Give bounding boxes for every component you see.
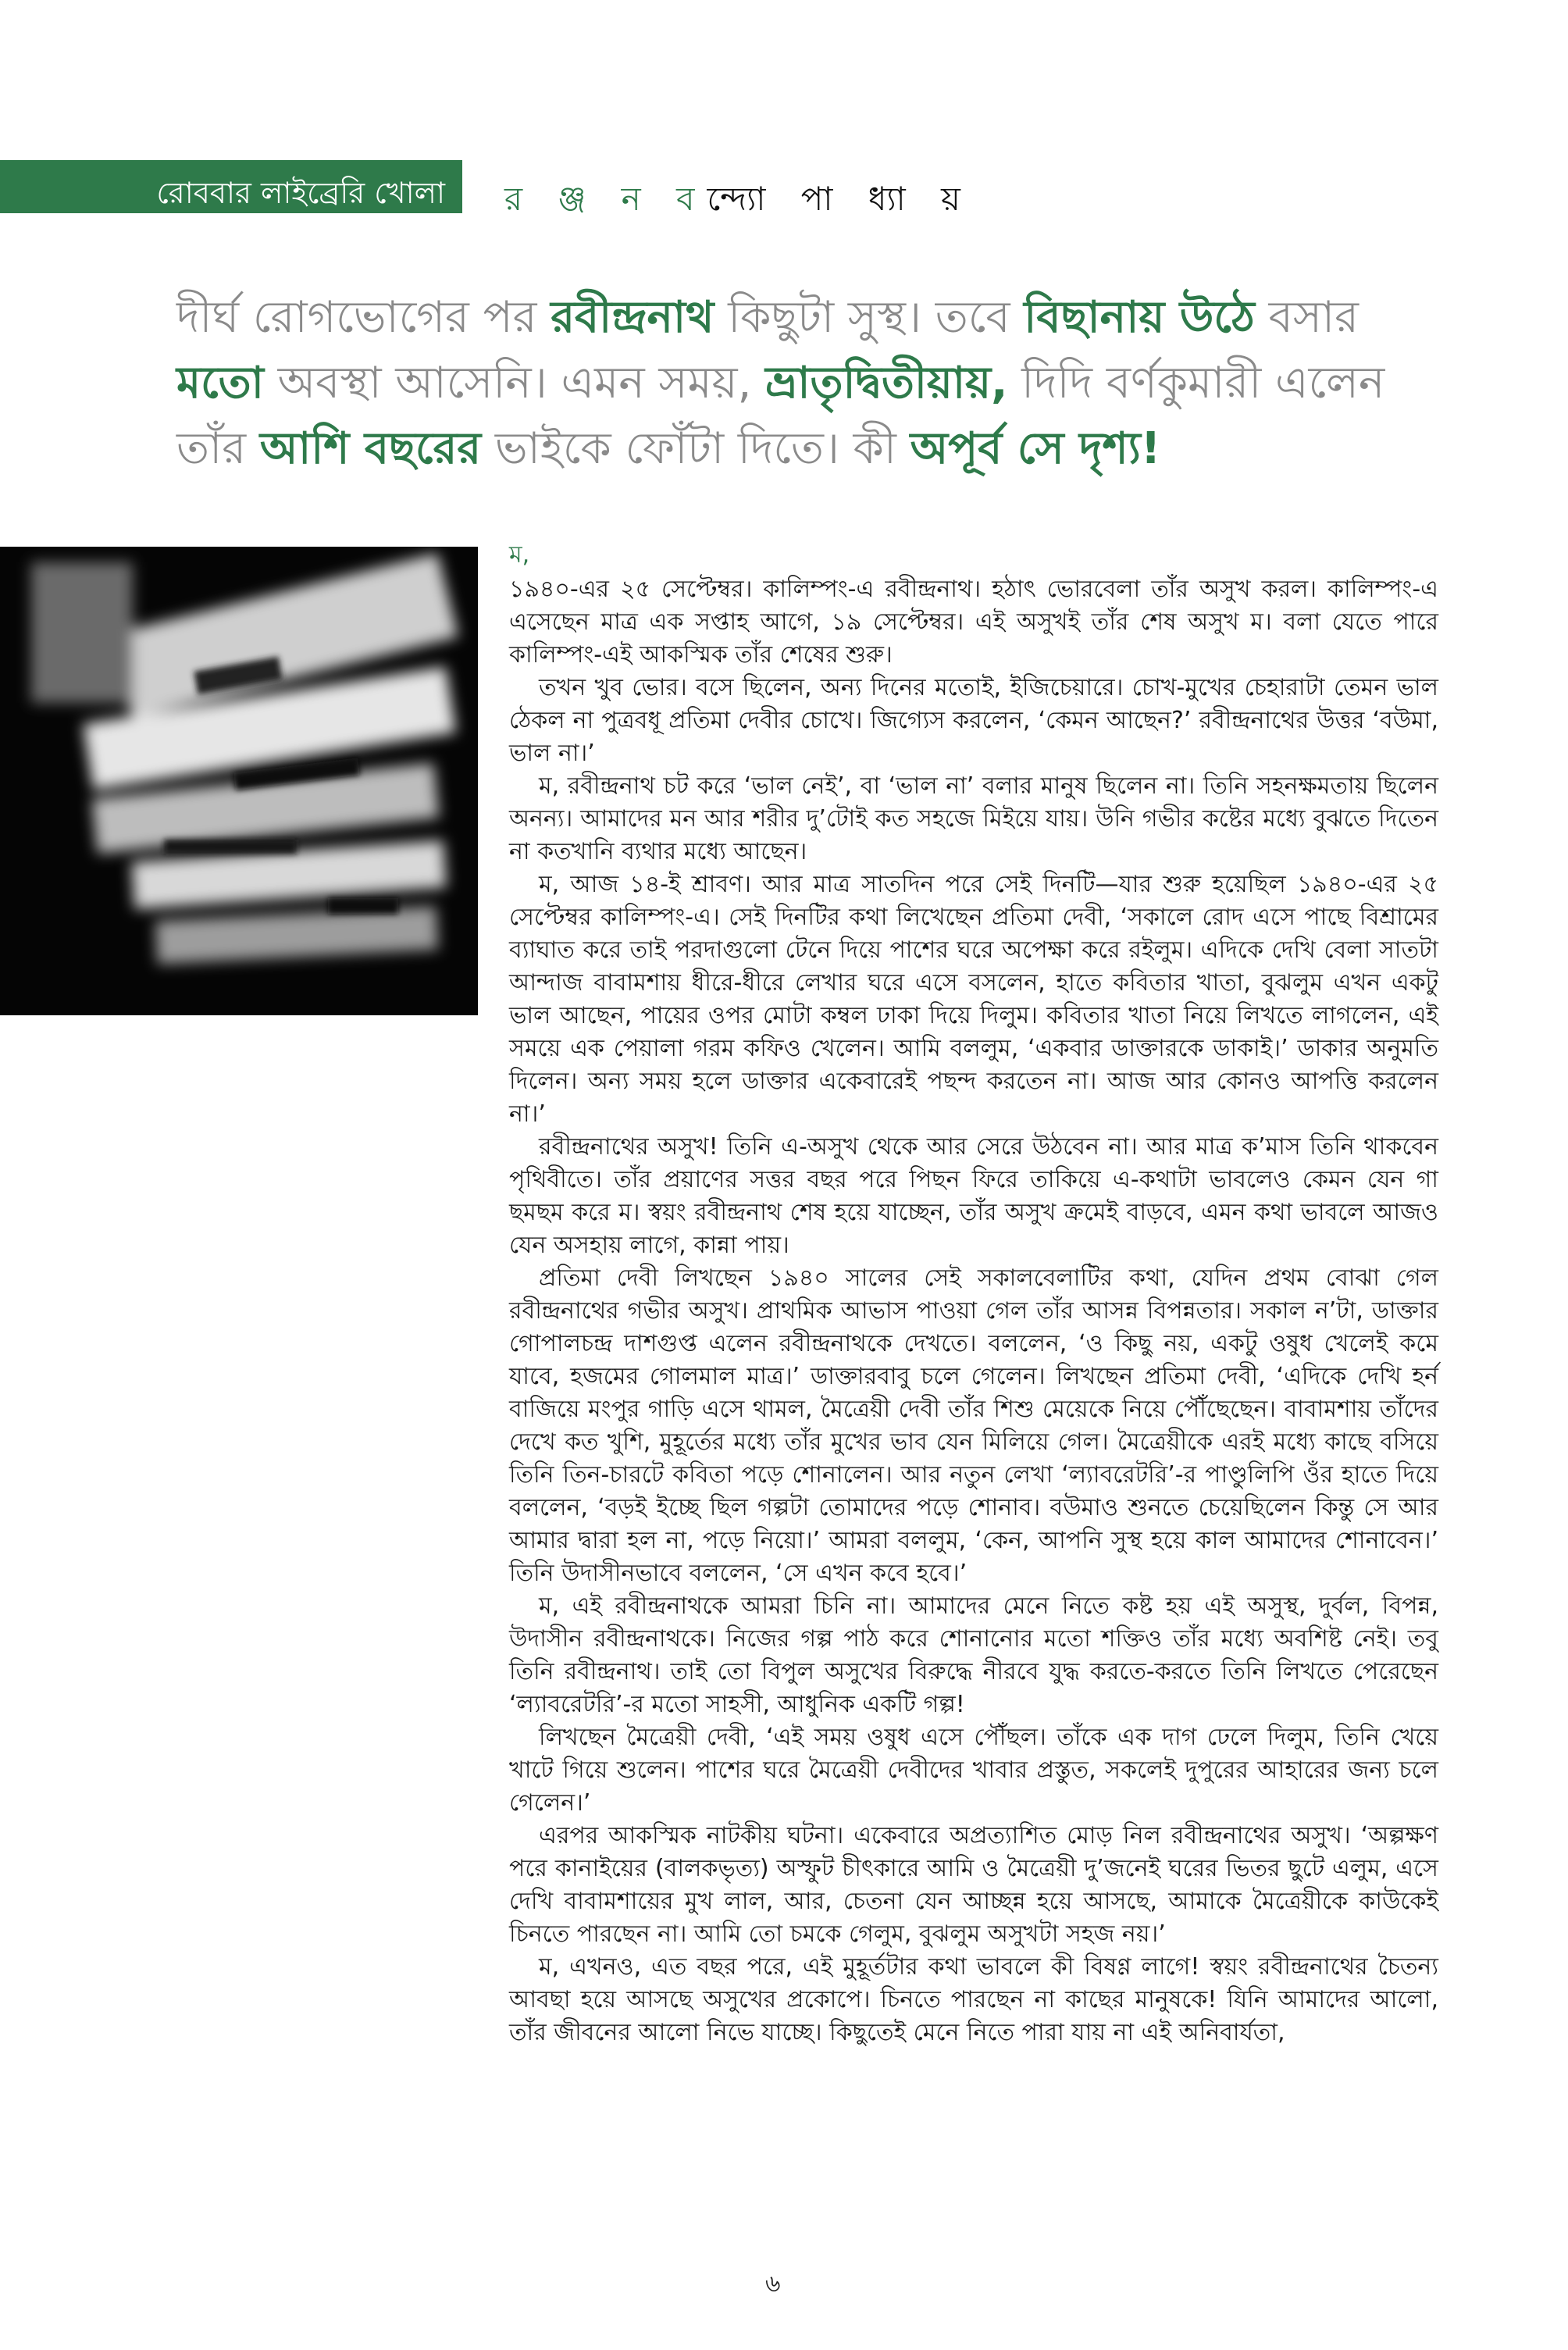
pull-quote-highlight: অপূর্ব সে দৃশ্য! — [910, 423, 1161, 474]
article-paragraph: এরপর আকস্মিক নাটকীয় ঘটনা। একেবারে অপ্রত্যাশিত মোড় নিল রবীন্দ্রনাথের অসুখ। ‘অল্পক্ষণ পরে কানাইয়ের (বালকভৃত্য) অস্ফুট চীৎকারে আমি ও মৈত্রেয়ী দু’জনেই ঘরের ভিতর ছুটে এলুম, এসে দেখি বাবামশায়ের মুখ লাল, আর, চেতনা যেন আচ্ছন্ন হয়ে আসছে, আমাকে মৈত্রেয়ীকে কাউকেই চিনতে পারছেন না। আমি তো চমকে গেলুম, বুঝলুম অসুখটা সহজ নয়।’ — [509, 1822, 1438, 1948]
pull-quote-highlight: ভ্রাতৃদ্বিতীয়ায়, — [765, 358, 1008, 408]
photo — [0, 547, 478, 1015]
article-salutation: ম, — [509, 541, 530, 569]
article-paragraph: ম, আজ ১৪-ই শ্রাবণ। আর মাত্র সাতদিন পরে সেই দিনটি—যার শুরু হয়েছিল ১৯৪০-এর ২৫ সেপ্টেম্বর কালিম্পং-এ। সেই দিনটির কথা লিখেছেন প্রতিমা দেবী, ‘সকালে রোদ এসে পাছে বিশ্রামের ব্যাঘাত করে তাই পরদাগুলো টেনে দিয়ে পাশের ঘরে অপেক্ষা করে রইলুম। এদিকে দেখি বেলা সাতটা আন্দাজ বাবামশায় ধীরে-ধীরে লেখার ঘরে এসে বসলেন, হাতে কবিতার খাতা, বুঝলুম এখন একটু ভাল আছেন, পায়ের ওপর মোটা কম্বল ঢাকা দিয়ে দিলুম। কবিতার খাতা নিয়ে লিখতে লাগলেন, এই সময়ে এক পেয়ালা গরম কফিও খেলেন। আমি বললুম, ‘একবার ডাক্তারকে ডাকাই।’ ডাকার অনুমতি দিলেন। অন্য সময় হলে ডাক্তার একেবারেই পছন্দ করতেন না। আজ আর কোনও আপত্তি করলেন না।’ — [509, 871, 1438, 1128]
article-paragraph: ম, এই রবীন্দ্রনাথকে আমরা চিনি না। আমাদের মেনে নিতে কষ্ট হয় এই অসুস্থ, দুর্বল, বিপন্ন, উদাসীন রবীন্দ্রনাথকে। নিজের গল্প পাঠ করে শোনানোর মতো শক্তিও তাঁর মধ্যে অবশিষ্ট নেই। তবু তিনি রবীন্দ্রনাথ। তাই তো বিপুল অসুখের বিরুদ্ধে নীরবে যুদ্ধ করতে-করতে তিনি লিখতে পেরেছেন ‘ল্যাবরেটরি’-র মতো সাহসী, আধুনিক একটি গল্প! — [509, 1592, 1438, 1718]
pull-quote-text: অবস্থা আসেনি। এমন সময়, — [263, 358, 766, 408]
photo-image — [0, 547, 478, 1015]
pull-quote-highlight: মতো — [176, 358, 264, 408]
pull-quote-text: কিছুটা সুস্থ। তবে — [714, 292, 1025, 343]
article-paragraph: তখন খুব ভোর। বসে ছিলেন, অন্য দিনের মতোই, ইজিচেয়ারে। চোখ-মুখের চেহারাটা তেমন ভাল ঠেকল না পুত্রবধূ প্রতিমা দেবীর চোখে। জিগ্যেস করলেন, ‘কেমন আছেন?’ রবীন্দ্রনাথের উত্তর ‘বউমা, ভাল না।’ — [509, 674, 1438, 767]
pull-quote-text: দিদি বর্ণকুমারী এলেন তাঁর — [176, 358, 1385, 474]
article-paragraph: রবীন্দ্রনাথের অসুখ! তিনি এ-অসুখ থেকে আর সেরে উঠবেন না। আর মাত্র ক’মাস তিনি থাকবেন পৃথিবীতে। তাঁর প্রয়াণের সত্তর বছর পরে পিছন ফিরে তাকিয়ে এ-কথাটা ভাবলেও কেমন যেন গা ছমছম করে ম। স্বয়ং রবীন্দ্রনাথ শেষ হয়ে যাচ্ছেন, তাঁর অসুখ ক্রমেই বাড়বে, এমন কথা ভাবলে আজও যেন অসহায় লাগে, কান্না পায়। — [509, 1133, 1438, 1259]
article-paragraph: ম, রবীন্দ্রনাথ চট করে ‘ভাল নেই’, বা ‘ভাল না’ বলার মানুষ ছিলেন না। তিনি সহনক্ষমতায় ছিলেন অনন্য। আমাদের মন আর শরীর দু’টোই কত সহজে মিইয়ে যায়। উনি গভীর কষ্টের মধ্যে বুঝতে দিতেন না কতখানি ব্যথার মধ্যে আছেন। — [509, 772, 1438, 865]
author-last-initial: ব — [676, 180, 707, 218]
author-name — [504, 173, 973, 229]
article-paragraph: ১৯৪০-এর ২৫ সেপ্টেম্বর। কালিম্পং-এ রবীন্দ্রনাথ। হঠাৎ ভোরবেলা তাঁর অসুখ করল। কালিম্পং-এ এসেছেন মাত্র এক সপ্তাহ আগে, ১৯ সেপ্টেম্বর। এই অসুখই তাঁর শেষ অসুখ ম। বলা যেতে পারে কালিম্পং-এই আকস্মিক তাঁর শেষের শুরু। — [509, 576, 1438, 669]
article-paragraph: লিখছেন মৈত্রেয়ী দেবী, ‘এই সময় ওষুধ এসে পৌঁছল। তাঁকে এক দাগ ঢেলে দিলুম, তিনি খেয়ে খাটে গিয়ে শুলেন। পাশের ঘরে মৈত্রেয়ী দেবীদের খাবার প্রস্তুত, সকলেই দুপুরের আহারের জন্য চলে গেলেন।’ — [509, 1724, 1438, 1817]
page-number: ৬ — [765, 2270, 781, 2298]
section-label-text: রোববার লাইব্রেরি খোলা — [156, 176, 445, 210]
pull-quote-text: দীর্ঘ রোগভোগের পর — [176, 292, 551, 343]
pull-quote-highlight: বিছানায় উঠে — [1024, 292, 1255, 343]
pull-quote-highlight: আশি বছরের — [259, 423, 482, 474]
pull-quote-text: ভাইকে ফোঁটা দিতে। কী — [481, 423, 911, 474]
pull-quote-text: বসার — [1254, 292, 1359, 343]
article-paragraph: ম, এখনও, এত বছর পরে, এই মুহূর্তটার কথা ভাবলে কী বিষণ্ণ লাগে! স্বয়ং রবীন্দ্রনাথের চৈতন্য আবছা হয়ে আসছে অসুখের প্রকোপে। চিনতে পারছেন না কাছের মানুষকে! যিনি আমাদের আলো, তাঁর জীবনের আলো নিভে যাচ্ছে। কিছুতেই মেনে নিতে পারা যায় না এই অনিবার্যতা, — [509, 1953, 1438, 2046]
author-first-name: র ঞ্জ ন — [504, 180, 654, 218]
pull-quote — [176, 285, 1441, 482]
author-last-rest: ন্দ্যো পা ধ্যা য় — [707, 180, 973, 218]
section-label — [0, 160, 462, 213]
article-paragraph: প্রতিমা দেবী লিখছেন ১৯৪০ সালের সেই সকালবেলাটির কথা, যেদিন প্রথম বোঝা গেল রবীন্দ্রনাথের গভীর অসুখ। প্রাথমিক আভাস পাওয়া গেল তাঁর আসন্ন বিপন্নতার। সকাল ন’টা, ডাক্তার গোপালচন্দ্র দাশগুপ্ত এলেন রবীন্দ্রনাথকে দেখতে। বললেন, ‘ও কিছু নয়, একটু ওষুধ খেলেই কমে যাবে, হজমের গোলমাল মাত্র।’ ডাক্তারবাবু চলে গেলেন। লিখছেন প্রতিমা দেবী, ‘এদিকে দেখি হর্ন বাজিয়ে মংপুর গাড়ি এসে থামল, মৈত্রেয়ী দেবী তাঁর শিশু মেয়েকে নিয়ে পৌঁছেছেন। বাবামশায় তাঁদের দেখে কত খুশি, মুহূর্তের মধ্যে তাঁর মুখের ভাব যেন মিলিয়ে গেল। মৈত্রেয়ীকে এরই মধ্যে কাছে বসিয়ে তিনি তিন-চারটে কবিতা পড়ে শোনালেন। আর নতুন লেখা ‘ল্যাবরেটরি’-র পাণ্ডুলিপি ওঁর হাতে দিয়ে বললেন, ‘বড়ই ইচ্ছে ছিল গল্পটা তোমাদের পড়ে শোনাব। বউমাও শুনতে চেয়েছিলেন কিন্তু সে আর আমার দ্বারা হল না, পড়ে নিয়ো।’ আমরা বললুম, ‘কেন, আপনি সুস্থ হয়ে কাল আমাদের শোনাবেন।’ তিনি উদাসীনভাবে বললেন, ‘সে এখন কবে হবে।’ — [509, 1264, 1438, 1587]
pull-quote-highlight: রবীন্দ্রনাথ — [551, 292, 715, 343]
article-body — [509, 539, 1438, 2049]
